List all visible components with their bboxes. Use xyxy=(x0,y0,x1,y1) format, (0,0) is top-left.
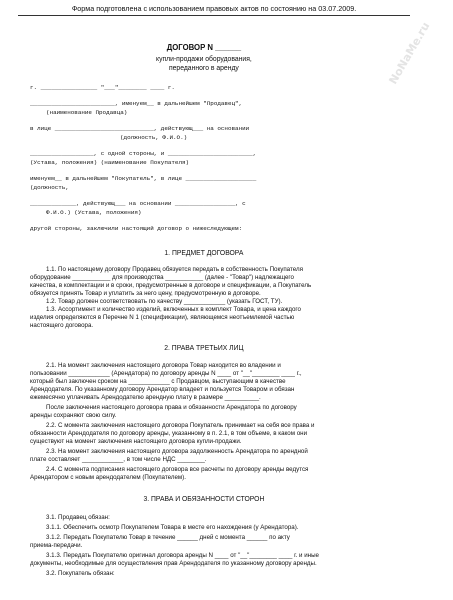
preamble-line: _____________, действующ___ на основании _________________, с xyxy=(30,200,246,207)
paragraph-line: приема-передачи. xyxy=(30,542,83,549)
contract-subtitle-1: купли-продажи оборудования, xyxy=(156,56,252,63)
document-header-note: Форма подготовлена с использованием правовых актов по состоянию на 03.07.2009. xyxy=(18,4,410,16)
section-heading: 3. ПРАВА И ОБЯЗАННОСТИ СТОРОН xyxy=(143,496,265,503)
paragraph-line: 3.2. Покупатель обязан: xyxy=(46,570,115,577)
paragraph-line: обязанности Арендодателя по договору аренды, указанному в п. 2.1, в том объеме, в каком они xyxy=(30,430,308,437)
preamble-line: именуем__ в дальнейшем "Покупатель", в лице ____________________ xyxy=(30,175,257,182)
preamble-line: в лице ____________________________, действующ___ на основании xyxy=(30,125,250,132)
paragraph-line: изделия определяются в Перечне N 1 (спецификации), являющемся неотъемлемой частью xyxy=(30,314,295,321)
paragraph-line: который был заключен сроком на ____________ с Продавцом, выступающим в качестве xyxy=(30,378,286,385)
contract-subtitle-2: переданного в аренду xyxy=(168,65,239,72)
paragraph-line: 1.3. Ассортимент и количество изделий, включенных в комплект Товара, и цена каждого xyxy=(46,306,301,313)
preamble-caption: Ф.И.О.) (Устава, положения) xyxy=(46,209,142,216)
paragraph-line: обязуется принять Товар и уплатить за него цену, предусмотренную в договоре. xyxy=(30,290,261,297)
paragraph-line: 2.4. С момента подписания настоящего договора все расчеты по договору аренды ведутся xyxy=(46,466,309,473)
paragraph-line: настоящего договора. xyxy=(30,322,94,329)
paragraph-line: 1.1. По настоящему договору Продавец обязуется передать в собственность Покупателя xyxy=(46,266,303,273)
paragraph-line: пользовании ____________ (Арендатора) по договору аренды N ____ от "__"________ ____ г., xyxy=(30,370,302,377)
preamble-caption: (Устава, положения) (наименование Покупателя) xyxy=(30,159,190,166)
section-heading: 2. ПРАВА ТРЕТЬИХ ЛИЦ xyxy=(164,345,244,352)
paragraph-line: 3.1.2. Передать Покупателю Товар в течение ______ дней с момента ______ по акту xyxy=(46,534,290,541)
paragraph-line: аренды сохраняют свою силу. xyxy=(30,412,117,419)
paragraph-line: плате составляет ____________, в том числе НДС ________. xyxy=(30,456,207,463)
preamble-caption: (должность, Ф.И.О.) xyxy=(120,134,188,141)
paragraph-line: Арендодателя. По указанному договору Арендатор владеет и пользуется Товаром и обязан xyxy=(30,386,295,393)
paragraph-line: оборудование ___________ для производства ___________ (далее - "Товар") надлежащего xyxy=(30,274,294,281)
preamble-line: другой стороны, заключили настоящий договор о нижеследующем: xyxy=(30,225,243,232)
paragraph-line: качества, в комплектации и в сроки, предусмотренные в договоре и спецификации, а Покупатель xyxy=(30,282,312,289)
paragraph-line: 3.1. Продавец обязан: xyxy=(46,514,110,521)
paragraph-line: 2.2. С момента заключения настоящего договора Покупатель принимает на себя все права и xyxy=(46,422,315,429)
preamble-line: г. ________________ "___"________ ____ г. xyxy=(30,84,175,91)
contract-title: ДОГОВОР N ______ xyxy=(166,43,242,52)
preamble-caption: (наименование Продавца) xyxy=(46,109,128,116)
paragraph-line: 2.3. На момент заключения настоящего договора задолженность Арендатора по арендной xyxy=(46,448,308,455)
section-heading: 1. ПРЕДМЕТ ДОГОВОРА xyxy=(164,250,244,257)
paragraph-line: 3.1.1. Обеспечить осмотр Покупателем Товара в месте его нахождения (у Арендатора). xyxy=(46,524,299,531)
paragraph-line: После заключения настоящего договора права и обязанности Арендатора по договору xyxy=(46,404,297,411)
preamble-caption: (должность, xyxy=(30,184,69,191)
paragraph-line: документы, необходимые для осуществления прав Арендодателя по указанному договору аренды. xyxy=(30,560,317,567)
preamble-line: __________________, с одной стороны, и ________________________, xyxy=(30,150,257,157)
preamble-line: ________________________, именуем__ в дальнейшем "Продавец", xyxy=(30,100,243,107)
paragraph-line: Арендатором с новым арендодателем (Покупателем). xyxy=(30,474,186,481)
paragraph-line: 2.1. На момент заключения настоящего договора Товар находится во владении и xyxy=(46,362,281,369)
paragraph-line: 1.2. Товар должен соответствовать по качеству ____________ (указать ГОСТ, ТУ). xyxy=(46,298,283,305)
paragraph-line: 3.1.3. Передать Покупателю оригинал договора аренды N ____ от "__"________ ____ г. и иные xyxy=(46,552,319,559)
paragraph-line: существуют на момент заключения настоящего договора купли-продажи. xyxy=(30,438,242,445)
watermark-logo: NoNaMe.ru xyxy=(386,19,432,87)
paragraph-line: ежемесячно уплачивать Арендодателю арендную плату в размере __________. xyxy=(30,394,261,401)
